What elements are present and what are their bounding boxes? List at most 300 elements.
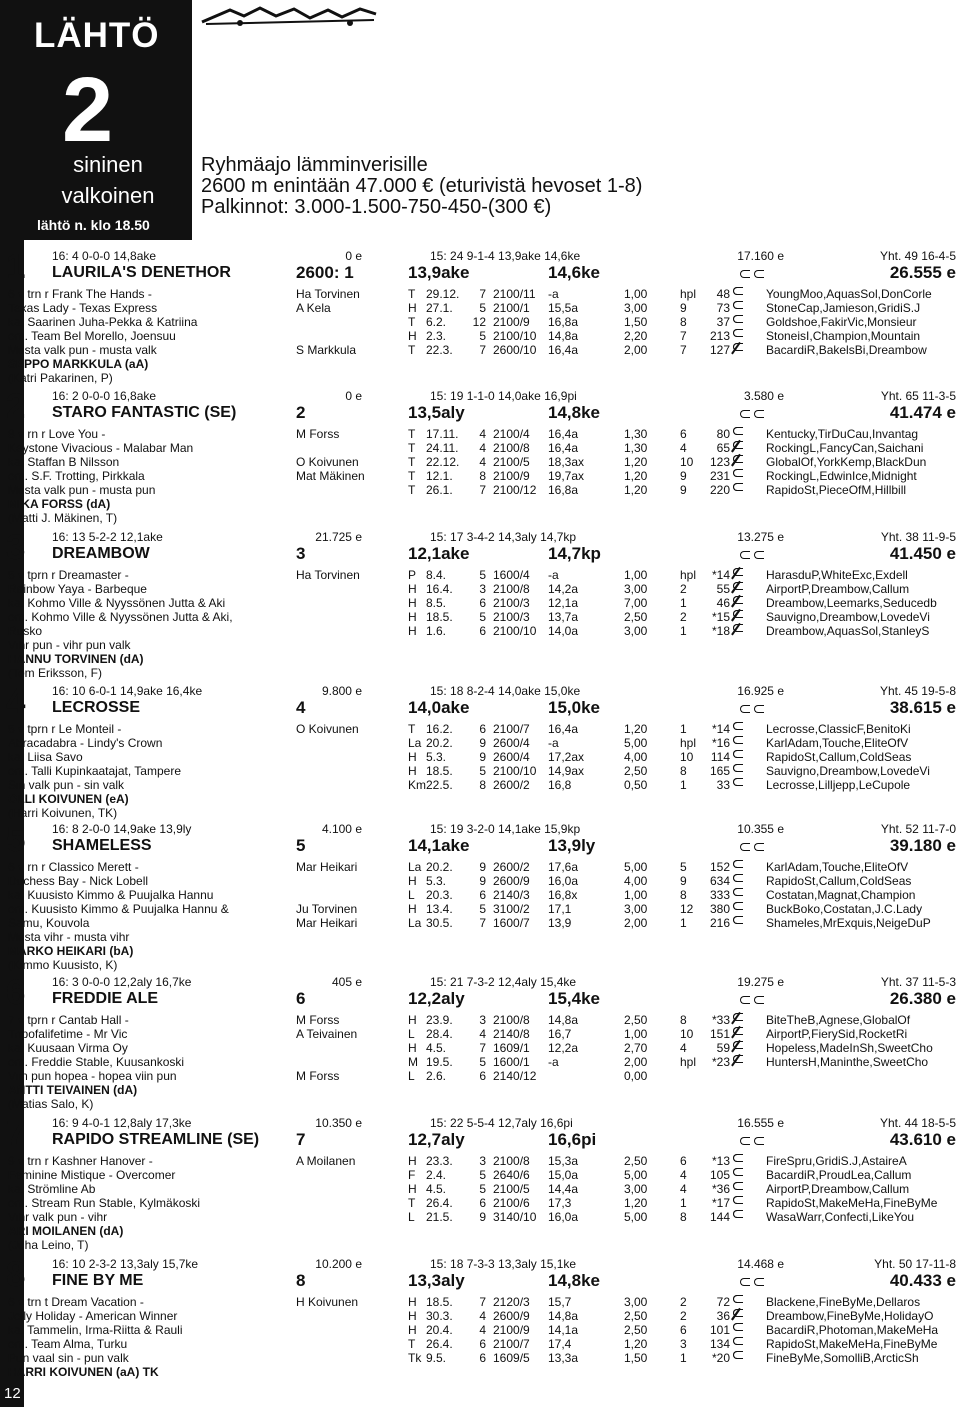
start-distance: 2100/7 [493,722,530,736]
earnings-year: 17.160 e [737,249,784,263]
start-row: T 26.4. 6 2100/7 17,4 1,20 3 134 RapidoSt,MakeMeHa,FineByMe [408,1337,938,1351]
start-row: H 18.5. 5 2100/3 13,7a 2,50 2 *15 Sauvigno,Dreambow,LovedeVi [408,610,930,624]
shoe-icon [740,843,750,851]
start-date: 28.4. [426,1027,453,1041]
start-odds: 7,00 [624,596,648,610]
start-odds: 0,50 [624,778,648,792]
start-date: 20.2. [426,860,453,874]
trainer-name: (Harri Koivunen, TK) [8,806,118,820]
trainer-name: (Juha Leino, T) [8,1238,89,1252]
start-opponents: WasaWarr,Confecti,LikeYou [766,1210,915,1224]
start-row: T 24.11. 4 2100/8 16,4a 1,30 4 65 RockingL,FancyCan,Saichani [408,441,924,455]
stats-row [0,1116,960,1130]
start-placing: 4 [680,1182,687,1196]
start-placing: hpl [680,1055,697,1069]
start-opponents: Goldshoe,FakirVic,Monsieur [766,315,917,329]
start-prize: 48 [716,287,730,301]
record-b: 15,0ke [548,698,600,717]
start-distance: 2140/8 [493,1027,530,1041]
shoe-icon [740,1137,750,1145]
start-track: H [408,582,417,596]
start-date: 30.3. [426,1309,453,1323]
start-opponents: Dreambow,AquasSol,StanleyS [766,624,930,638]
info-line: 6 v trn t Dream Vacation - [8,1295,144,1309]
stats-all: Yht. 52 11-7-0 [880,822,956,836]
race-number: 2 [62,59,114,161]
info-line: Rusko [8,624,43,638]
start-opponents: Blackene,FineByMe,Dellaros [766,1295,921,1309]
shoe-icon [733,624,743,632]
info-line: Vihr valk pun - vihr [8,1210,108,1224]
start-distance: 2600/4 [493,736,530,750]
start-distance: 2100/9 [493,1323,530,1337]
start-placing: 7 [680,329,687,343]
start-placing: 1 [680,1196,687,1210]
info-line: Duchess Bay - Nick Lobell [8,874,149,888]
start-time-result: 19,7ax [548,469,585,483]
start-row: T 26.4. 6 2100/6 17,3 1,20 1 *17 RapidoSt,MakeMeHa,FineByMe [408,1196,938,1210]
earnings-current: 9.800 e [321,684,362,698]
start-date: 18.5. [426,764,453,778]
start-date: 20.2. [426,736,453,750]
record-b: 15,4ke [548,989,600,1008]
start-time-result: 14,1a [548,1323,579,1337]
info-line: Samu, Kouvola [8,916,90,930]
trainer-name: (Matti J. Mäkinen, T) [8,511,118,525]
start-distance: 2100/8 [493,1154,530,1168]
start-opponents: FineByMe,SomolliB,ArcticSh [766,1351,919,1365]
recent-starts [0,1154,960,1224]
start-distance: 2600/2 [493,860,530,874]
start-placing: 8 [680,1210,687,1224]
race-info [201,155,642,218]
start-driver: M Forss [296,1013,340,1027]
start-opponents: HuntersH,Maninthe,SweetCho [766,1055,929,1069]
start-placing: 4 [680,1041,687,1055]
start-opponents: StoneCap,Jamieson,GridiS.J [766,301,921,315]
start-driver: A Teivainen [296,1027,358,1041]
record-b: 14,8ke [548,1271,600,1290]
shoe-icon [733,301,743,309]
start-row: O Koivunen T 22.12. 4 2100/5 18,3ax 1,20 10 123 GlobalOf,YorkKemp,BlackDun [296,455,927,469]
start-distance: 1600/7 [493,916,530,930]
recent-starts [0,287,960,357]
shoe-icon [733,469,743,477]
start-placing: 10 [680,1027,694,1041]
start-time-result: 17,3 [548,1196,572,1210]
start-date: 4.5. [426,1041,447,1055]
start-row: H Koivunen H 18.5. 7 2120/3 15,7 3,00 2 72 Blackene,FineByMe,Dellaros [296,1295,921,1309]
start-time-result: 16,4a [548,722,579,736]
start-opponents: Lecrosse,ClassicF,BenitoKi [766,722,911,736]
start-track: H [408,329,417,343]
info-line: om. Freddie Stable, Kuusankoski [8,1055,185,1069]
shoes [740,836,768,856]
start-track: H [408,301,417,315]
start-date: 1.6. [426,624,447,638]
start-time-result: -a [548,287,559,301]
shoe-icon [740,1278,750,1286]
horse-name: LECROSSE [52,699,141,716]
start-prize: 165 [709,764,730,778]
record-a: 13,5aly [408,403,465,422]
start-date: 17.11. [426,427,459,441]
start-placing: 10 [680,750,694,764]
start-row: H 4.5. 7 1609/1 12,2a 2,70 4 59 Hopeless,MadeInSh,SweetCho [408,1041,933,1055]
start-opponents: RapidoSt,MakeMeHa,FineByMe [766,1337,938,1351]
start-track: H [408,750,417,764]
start-track: L [408,888,415,902]
start-track: L [408,1069,415,1083]
post-position: 7 [296,1130,306,1149]
stats-year: 15: 21 7-3-2 12,4aly 15,4ke [430,975,577,989]
start-distance: 2600/9 [493,874,530,888]
race-color-1: sininen [73,152,143,177]
start-prize: 152 [709,860,730,874]
stats-total: 16: 8 2-0-0 14,9ake 13,9ly [52,822,192,836]
shoe-icon [733,1055,743,1063]
start-opponents: Lecrosse,Lilljepp,LeCupole [766,778,911,792]
start-track: M [408,1055,418,1069]
start-row: M 19.5. 5 1600/1 -a 2,00 hpl *23 HuntersH,Maninthe,SweetCho [408,1055,929,1069]
shoe-icon [733,329,743,337]
start-opponents: BuckBoko,Costatan,J.C.Lady [766,902,923,916]
start-prize: 333 [709,888,730,902]
shoe-icon [733,1323,743,1331]
earnings-current: 4.100 e [321,822,362,836]
start-track: H [408,1323,417,1337]
post-position: 4 [296,698,306,717]
shoe-icon [733,750,743,758]
stats-year: 15: 22 5-5-4 12,7aly 16,6pi [430,1116,573,1130]
post-position: 8 [296,1271,306,1290]
start-time-result: 18,3ax [548,455,585,469]
start-placing: 1 [680,778,687,792]
start-odds: 5,00 [624,736,648,750]
start-odds: 1,00 [624,287,648,301]
stats-row [0,249,960,263]
info-line: ka. Staffan B Nilsson [8,455,120,469]
start-row: L 20.3. 6 2140/3 16,8x 1,00 8 333 Costatan,Magnat,Champion [408,888,916,902]
start-row: Mar Heikari La 30.5. 7 1600/7 13,9 2,00 1 216 Shameles,MrExquis,NeigeDuP [296,916,931,930]
shoe-icon [733,1182,743,1190]
start-odds: 3,00 [624,1295,648,1309]
start-distance: 2100/7 [493,1337,530,1351]
earnings-year: 3.580 e [743,389,784,403]
info-line: ka. Kohmo Ville & Nyyssönen Jutta & Aki [8,596,226,610]
start-track: La [408,916,422,930]
start-track: F [408,1168,416,1182]
start-prize: *14 [711,722,730,736]
info-line: 8 v rn r Love You - [8,427,106,441]
start-row: M Forss L 2.6. 6 2140/12 0,00 [296,1069,648,1083]
start-track: H [408,1295,417,1309]
start-opponents: RapidoSt,MakeMeHa,FineByMe [766,1196,938,1210]
start-distance: 2600/4 [493,750,530,764]
start-opponents: Costatan,Magnat,Champion [766,888,916,902]
start-prize: 105 [709,1168,730,1182]
shoes [740,403,768,423]
start-distance: 2100/12 [493,483,537,497]
name-row [0,403,960,423]
info-line: om. Team Bel Morello, Joensuu [8,329,176,343]
shoe-icon [733,441,743,449]
start-prize: 213 [709,329,730,343]
start-driver: S Markkula [296,343,357,357]
start-odds: 1,20 [624,722,648,736]
start-date: 16.2. [426,722,453,736]
start-row: F 2.4. 5 2640/6 15,0a 5,00 4 105 BacardiR,ProudLea,Callum [408,1168,912,1182]
start-distance: 2640/6 [493,1168,530,1182]
stats-total: 16: 9 4-0-1 12,8aly 17,3ke [52,1116,192,1130]
start-time-result: 16,7 [548,1027,572,1041]
horse-name: FINE BY ME [52,1272,144,1289]
start-odds: 2,50 [624,764,648,778]
total-earnings: 41.450 e [889,544,956,563]
start-opponents: GlobalOf,YorkKemp,BlackDun [766,455,927,469]
start-driver: Ha Torvinen [296,568,360,582]
start-row: A Teivainen L 28.4. 4 2140/8 16,7 1,00 10 151 AirportP,FierySid,RocketRi [296,1027,908,1041]
start-opponents: BiteTheB,Agnese,GlobalOf [766,1013,911,1027]
start-distance: 2120/3 [493,1295,530,1309]
total-earnings: 38.615 e [889,698,956,717]
start-track: T [408,469,416,483]
start-odds: 5,00 [624,1168,648,1182]
post-position: 6 [296,989,306,1008]
shoe-icon [733,888,743,896]
info-line: Rainbow Yaya - Barbeque [8,582,147,596]
start-prize: *33 [711,1013,730,1027]
start-driver: A Kela [296,301,331,315]
record-a: 12,2aly [408,989,465,1008]
start-time-result: 14,8a [548,1013,579,1027]
start-odds: 2,50 [624,1154,648,1168]
stats-year: 15: 19 1-1-0 14,0ake 16,9pi [430,389,577,403]
name-row [0,544,960,564]
start-opponents: RapidoSt,PieceOfM,Hillbill [766,483,907,497]
stats-all: Yht. 49 16-4-5 [879,249,956,263]
start-opponents: Sauvigno,Dreambow,LovedeVi [766,610,930,624]
start-prize: 634 [709,874,730,888]
earnings-current: 0 e [345,389,362,403]
total-earnings: 26.380 e [889,989,956,1008]
info-line: Musta valk pun - musta valk [8,343,157,357]
info-line: Tripofalifetime - Mr Vic [8,1027,128,1041]
recent-starts [0,860,960,930]
name-row [0,1130,960,1150]
shoe-icon [733,427,743,435]
start-placing: 8 [680,764,687,778]
start-driver: M Forss [296,1069,340,1083]
start-distance: 2100/9 [493,469,530,483]
start-odds: 2,70 [624,1041,648,1055]
start-placing: 8 [680,315,687,329]
start-time-result: 16,4a [548,441,579,455]
start-opponents: Dreambow,Leemarks,Seducedb [766,596,937,610]
record-b: 14,6ke [548,263,600,282]
start-track: H [408,610,417,624]
start-track: Km [408,778,426,792]
start-driver: H Koivunen [296,1295,359,1309]
info-line: 6 v rn r Classico Merett - [8,860,139,874]
start-track: T [408,455,416,469]
start-row: S Markkula T 22.3. 7 2600/10 16,4a 2,00 7 127 BacardiR,BakelsBi,Dreambow [296,343,927,357]
start-odds: 2,50 [624,610,648,624]
earnings-current: 21.725 e [315,530,362,544]
start-distance: 2600/2 [493,778,530,792]
info-line: ka. Kuusaan Virma Oy [8,1041,128,1055]
horse-number: 5 [6,820,26,859]
start-opponents: BacardiR,Photoman,MakeMeHa [766,1323,939,1337]
post-position: 3 [296,544,306,563]
start-time-result: 17,2ax [548,750,585,764]
start-time-result: 15,0a [548,1168,579,1182]
start-odds: 2,00 [624,343,648,357]
shoe-icon [733,1295,743,1303]
start-track: La [408,736,422,750]
start-date: 24.11. [426,441,459,455]
shoe-icon [733,860,743,868]
shoe-icon [754,1137,764,1145]
start-prize: *17 [711,1196,730,1210]
start-track: H [408,1309,417,1323]
start-prize: 114 [710,750,730,764]
horse-name: STARO FANTASTIC (SE) [52,404,237,421]
start-distance: 2100/3 [493,596,530,610]
start-prize: 46 [716,596,730,610]
start-placing: 6 [680,427,687,441]
earnings-year: 16.555 e [737,1116,784,1130]
horse-number: 3 [6,528,26,567]
record-a: 14,0ake [408,698,470,717]
shoe-icon [733,287,743,295]
name-row [0,989,960,1009]
start-time-result: 16,8x [548,888,578,902]
start-time: lähtö n. klo 18.50 [37,217,150,233]
horse-number: 4 [6,682,26,721]
recent-starts [0,1013,960,1083]
info-line: ka. Kuusisto Kimmo & Puujalka Hannu [8,888,214,902]
earnings-current: 10.350 e [315,1116,362,1130]
shoes [740,989,768,1009]
info-line: Feminine Mistique - Overcomer [8,1168,176,1182]
start-odds: 1,00 [624,1027,648,1041]
start-placing: 1 [680,624,687,638]
stats-row [0,822,960,836]
page-number: 12 [4,1385,21,1402]
shoes [740,263,768,283]
shoe-icon [740,996,750,1004]
shoe-icon [733,874,743,882]
race-label: LÄHTÖ [34,16,160,55]
start-driver: M Forss [296,427,340,441]
start-time-result: 14,8a [548,329,579,343]
start-prize: 144 [709,1210,730,1224]
shoe-icon [754,551,764,559]
horse-number: 1 [6,247,26,286]
name-row [0,1271,960,1291]
shoe-icon [740,705,750,713]
driver-name: MIKA FORSS (dA) [8,497,111,511]
shoe-icon [733,596,743,604]
start-distance: 3140/10 [493,1210,537,1224]
start-opponents: AirportP,Dreambow,Callum [766,1182,910,1196]
stats-year: 15: 19 3-2-0 14,1ake 15,9kp [430,822,581,836]
horse-number: 6 [6,973,26,1012]
start-opponents: Kentucky,TirDuCau,Invantag [766,427,919,441]
driver-name: MARKO HEIKARI (bA) [8,944,134,958]
start-date: 4.5. [426,1182,447,1196]
start-date: 18.5. [426,610,453,624]
info-line: 5 v tprn r Dreamaster - [8,568,129,582]
start-distance: 2140/3 [493,888,530,902]
start-track: La [408,860,422,874]
start-row: T 6.2. 12 2100/9 16,8a 1,50 8 37 Goldshoe,FakirVic,Monsieur [408,315,917,329]
race-name: Ryhmäajo lämminverisille [201,154,428,176]
start-placing: 9 [680,874,687,888]
start-distance: 2600/9 [493,1309,530,1323]
stats-row [0,1257,960,1271]
shoe-icon [754,270,764,278]
shoe-icon [733,1168,743,1176]
earnings-current: 0 e [345,249,362,263]
start-opponents: RockingL,FancyCan,Saichani [766,441,924,455]
start-time-result: 13,9 [548,916,572,930]
start-driver: Ju Torvinen [296,902,358,916]
shoe-icon [740,551,750,559]
start-distance: 2100/8 [493,582,530,596]
start-distance: 1600/4 [493,568,530,582]
info-line: 6 v trn r Frank The Hands - [8,287,152,301]
start-row: Mar Heikari La 20.2. 9 2600/2 17,6a 5,00 5 152 KarlAdam,Touche,EliteOfV [296,860,909,874]
start-prize: *18 [711,624,730,638]
start-date: 5.3. [426,750,447,764]
start-distance: 2600/10 [493,343,537,357]
start-distance: 2100/9 [493,315,530,329]
start-row: Km 22.5. 8 2600/2 16,8 0,50 1 33 Lecrosse,Lilljepp,LeCupole [408,778,911,792]
stats-row [0,975,960,989]
start-time-result: 14,0a [548,624,579,638]
start-odds: 1,00 [624,888,648,902]
name-row [0,263,960,283]
info-line: om. Kuusisto Kimmo & Puujalka Hannu & [8,902,229,916]
trainer-name: (Kimmo Kuusisto, K) [8,958,118,972]
start-odds: 2,00 [624,1055,648,1069]
start-placing: 6 [680,1154,687,1168]
start-placing: 4 [680,441,687,455]
start-opponents: RapidoSt,Callum,ColdSeas [766,750,912,764]
start-track: H [408,874,417,888]
stats-row [0,389,960,403]
start-row: La 20.2. 9 2600/4 -a 5,00 hpl *16 KarlAdam,Touche,EliteOfV [408,736,909,750]
start-placing: 10 [680,455,694,469]
start-placing: 8 [680,1013,687,1027]
start-opponents: AirportP,FierySid,RocketRi [766,1027,908,1041]
start-placing: 7 [680,343,687,357]
start-prize: *36 [711,1182,730,1196]
recent-starts [0,722,960,792]
start-time-result: 16,8a [548,315,579,329]
info-line: ka. Saarinen Juha-Pekka & Katriina [8,315,198,329]
start-prize: 72 [716,1295,730,1309]
start-time-result: -a [548,1055,559,1069]
start-time-result: 17,6a [548,860,579,874]
start-odds: 1,50 [624,1351,648,1365]
start-placing: 1 [680,1351,687,1365]
start-row: Tk 9.5. 6 1609/5 13,3a 1,50 1 *20 FineByMe,SomolliB,ArcticSh [408,1351,919,1365]
start-opponents: YoungMoo,AquasSol,DonCorle [766,287,932,301]
start-placing: 9 [680,483,687,497]
